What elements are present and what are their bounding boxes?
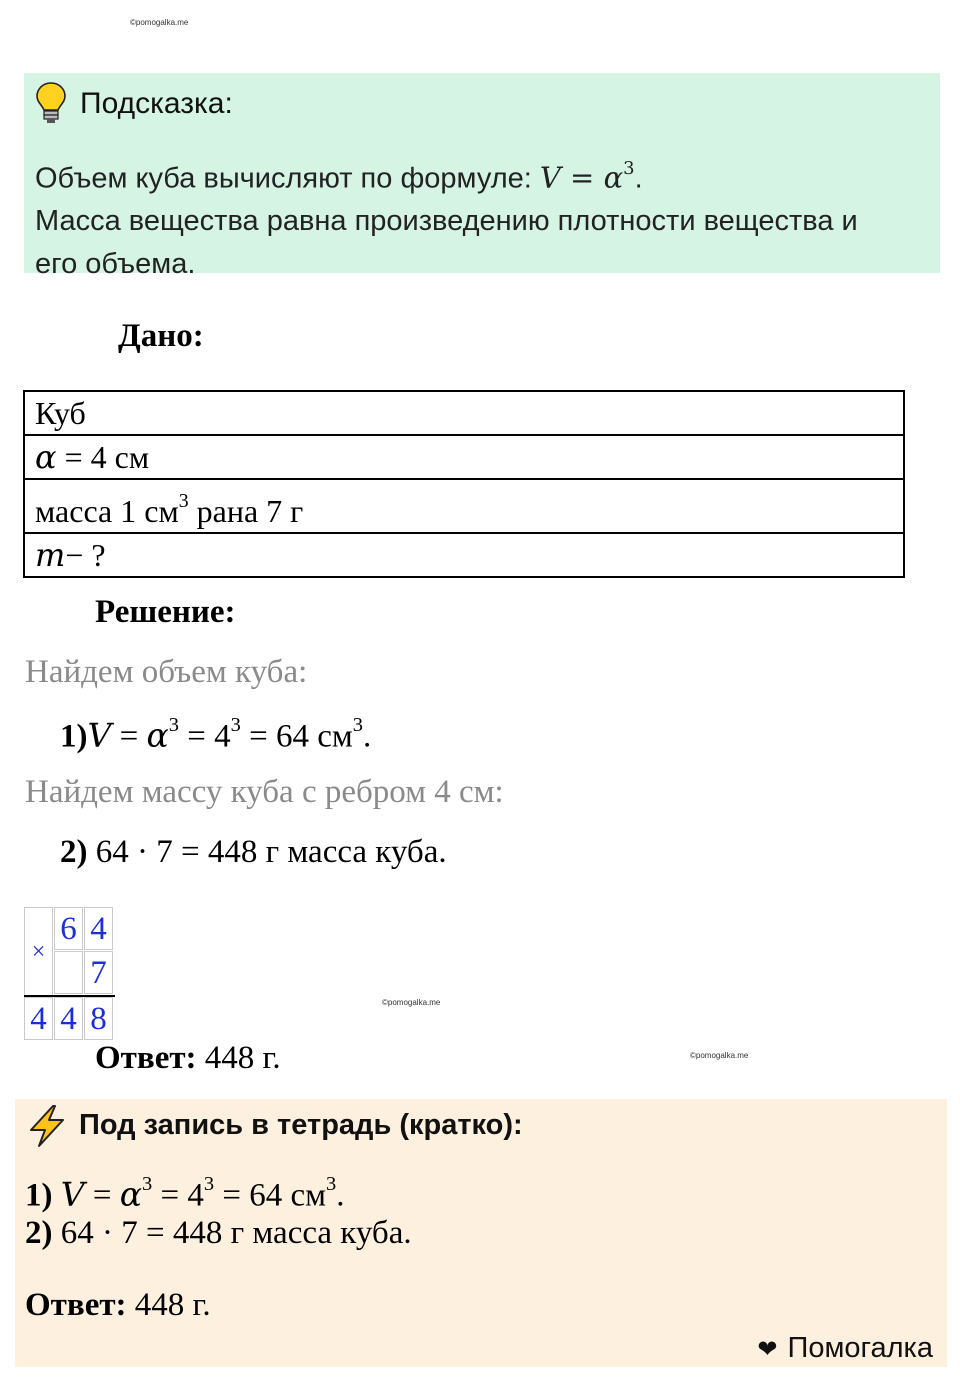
notebook-title: Под запись в тетрадь (кратко): xyxy=(79,1109,523,1141)
calc-digit: 4 xyxy=(84,907,113,950)
hint-title: Подсказка: xyxy=(80,87,233,120)
hint-line-1: Объем куба вычисляют по формуле: $V = \alpha^3$. xyxy=(35,158,643,195)
watermark: ©pomogalka.me xyxy=(130,18,189,27)
table-row xyxy=(24,391,904,435)
given-cell-shape: Куб xyxy=(24,391,904,435)
find-volume-text: Найдем объем куба: xyxy=(25,654,308,690)
calc-empty-cell xyxy=(54,951,83,994)
given-cell-unknown: m− ? xyxy=(24,533,904,577)
table-row xyxy=(24,435,904,479)
lightbulb-icon xyxy=(34,81,68,125)
given-title: Дано: xyxy=(118,318,204,354)
calc-result-digit: 4 xyxy=(24,997,53,1040)
hint-line-3: его объема. xyxy=(35,248,196,281)
lightning-icon xyxy=(27,1104,67,1148)
solution-title: Решение: xyxy=(95,594,236,630)
hint-box xyxy=(24,73,940,281)
given-cell-edge: α = 4 см xyxy=(24,435,904,479)
hint-text xyxy=(35,147,935,286)
notebook-step-1: 1) $V = \alpha^3 = 4^3 = 64$ $см^3$. xyxy=(25,1173,345,1214)
find-mass-text: Найдем массу куба с ребром 4 см: xyxy=(25,774,504,810)
watermark: ©pomogalka.me xyxy=(690,1051,749,1060)
answer: Ответ: 448 г. xyxy=(95,1040,281,1076)
heart-icon: ❤ xyxy=(757,1336,778,1363)
table-row xyxy=(24,533,904,577)
hint-line-2: Масса вещества равна произведению плотности вещества и xyxy=(35,205,858,238)
step-2: 2) 64 · 7 = 448 г масса куба. xyxy=(60,834,447,870)
calc-result-digit: 4 xyxy=(54,997,83,1040)
calc-digit: 6 xyxy=(54,907,83,950)
given-cell-density: масса 1 $см^3$ рана 7 г xyxy=(24,479,904,533)
notebook-answer: Ответ: 448 г. xyxy=(25,1287,211,1323)
brand-label: ❤ Помогалка xyxy=(757,1332,933,1364)
table-row xyxy=(24,479,904,533)
step-1: $1)V = \alpha^3 = 4^3 = 64$ $см^3$. xyxy=(60,714,372,755)
notebook-step-2: 2) 64 · 7 = 448 г масса куба. xyxy=(25,1215,412,1251)
calc-result-digit: 8 xyxy=(84,997,113,1040)
calc-digit: 7 xyxy=(84,951,113,994)
watermark: ©pomogalka.me xyxy=(382,998,441,1007)
given-table xyxy=(23,390,905,578)
multiply-sign: × xyxy=(24,907,53,995)
notebook-box xyxy=(15,1099,947,1367)
